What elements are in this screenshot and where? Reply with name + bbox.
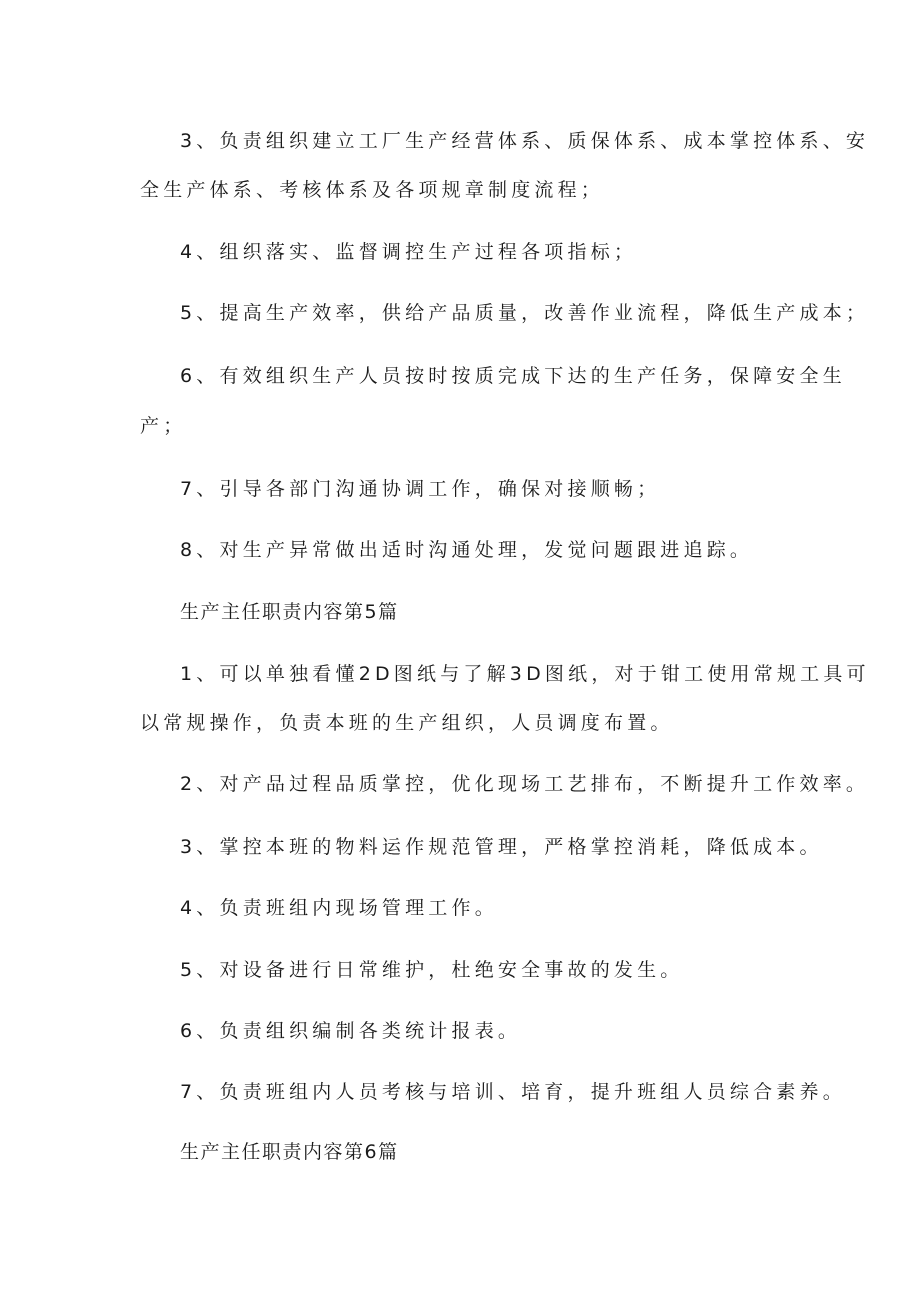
paragraph-line: 3、掌控本班的物料运作规范管理，严格掌控消耗，降低成本。	[180, 836, 823, 858]
paragraph-line: 3、负责组织建立工厂生产经营体系、质保体系、成本掌控体系、安	[180, 130, 870, 152]
paragraph-line: 5、对设备进行日常维护，杜绝安全事故的发生。	[180, 959, 684, 981]
paragraph-line: 6、负责组织编制各类统计报表。	[180, 1020, 522, 1042]
paragraph-line: 7、负责班组内人员考核与培训、培育，提升班组人员综合素养。	[180, 1081, 846, 1103]
paragraph-line: 2、对产品过程品质掌控，优化现场工艺排布，不断提升工作效率。	[180, 773, 870, 795]
paragraph-line: 4、负责班组内现场管理工作。	[180, 897, 498, 919]
paragraph-line: 全生产体系、考核体系及各项规章制度流程；	[140, 179, 605, 201]
paragraph-line: 以常规操作，负责本班的生产组织，人员调度布置。	[140, 712, 674, 734]
paragraph-line: 4、组织落实、监督调控生产过程各项指标；	[180, 241, 638, 263]
paragraph-line: 6、有效组织生产人员按时按质完成下达的生产任务，保障安全生	[180, 365, 846, 387]
section-heading: 生产主任职责内容第6篇	[180, 1141, 399, 1163]
paragraph-line: 1、可以单独看懂2D图纸与了解3D图纸，对于钳工使用常规工具可	[180, 663, 870, 685]
paragraph-line: 8、对生产异常做出适时沟通处理，发觉问题跟进追踪。	[180, 539, 754, 561]
section-heading: 生产主任职责内容第5篇	[180, 601, 399, 623]
paragraph-line: 7、引导各部门沟通协调工作，确保对接顺畅；	[180, 478, 661, 500]
paragraph-line: 5、提高生产效率，供给产品质量，改善作业流程，降低生产成本；	[180, 302, 870, 324]
paragraph-line: 产；	[140, 415, 187, 437]
